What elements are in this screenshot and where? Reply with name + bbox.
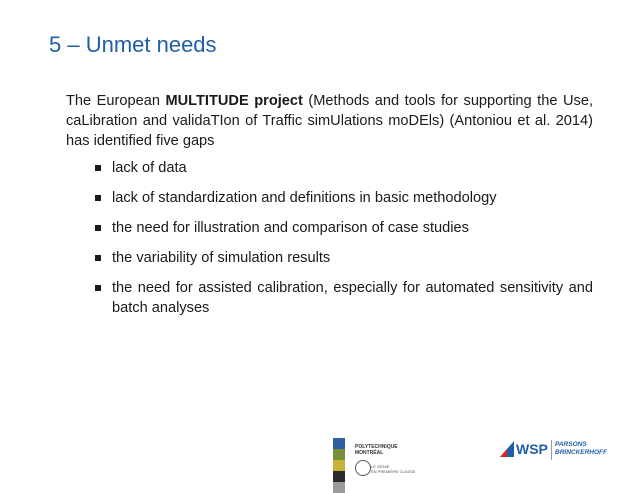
poly-name: POLYTECHNIQUE MONTRÉAL — [355, 444, 398, 456]
list-item-text: lack of data — [112, 160, 187, 176]
bullet-square-icon — [95, 195, 101, 201]
list-item — [95, 278, 593, 318]
wsp-mark-icon — [500, 441, 514, 457]
list-item — [95, 188, 593, 208]
intro-pre: The European — [66, 93, 166, 109]
list-item — [95, 218, 593, 238]
list-item-text: lack of standardization and definitions in basic methodology — [112, 190, 497, 206]
polytechnique-logo — [333, 438, 423, 493]
bullet-square-icon — [95, 285, 101, 291]
intro-post: (Methods and tools for supporting the Use, caLibration and validaTIon of Traffic simUlations moDEls) (Antoniou et al. 2014) has identified five gaps — [66, 93, 593, 149]
bullet-square-icon — [95, 255, 101, 261]
gap-list — [95, 158, 593, 328]
intro-project-name: MULTITUDE project — [165, 93, 303, 109]
color-bars-icon — [333, 438, 345, 493]
logo-divider — [551, 440, 552, 460]
seal-icon — [355, 460, 371, 476]
list-item-text: the need for illustration and comparison of case studies — [112, 220, 469, 236]
list-item — [95, 158, 593, 178]
wsp-logo — [500, 438, 610, 468]
wsp-wordmark: WSP — [516, 441, 548, 457]
list-item-text: the variability of simulation results — [112, 250, 331, 266]
slide-title: 5 – Unmet needs — [49, 32, 217, 57]
parsons-brinckerhoff-wordmark: PARSONS BRINCKERHOFF — [555, 441, 607, 456]
footer-logos — [0, 430, 638, 493]
poly-tagline: LE GÉNIE EN PREMIÈRE CLASSE — [371, 464, 416, 474]
bullet-square-icon — [95, 225, 101, 231]
list-item — [95, 248, 593, 268]
list-item-text: the need for assisted calibration, especially for automated sensitivity and batch analyses — [112, 280, 593, 316]
intro-paragraph — [66, 91, 593, 151]
bullet-square-icon — [95, 165, 101, 171]
